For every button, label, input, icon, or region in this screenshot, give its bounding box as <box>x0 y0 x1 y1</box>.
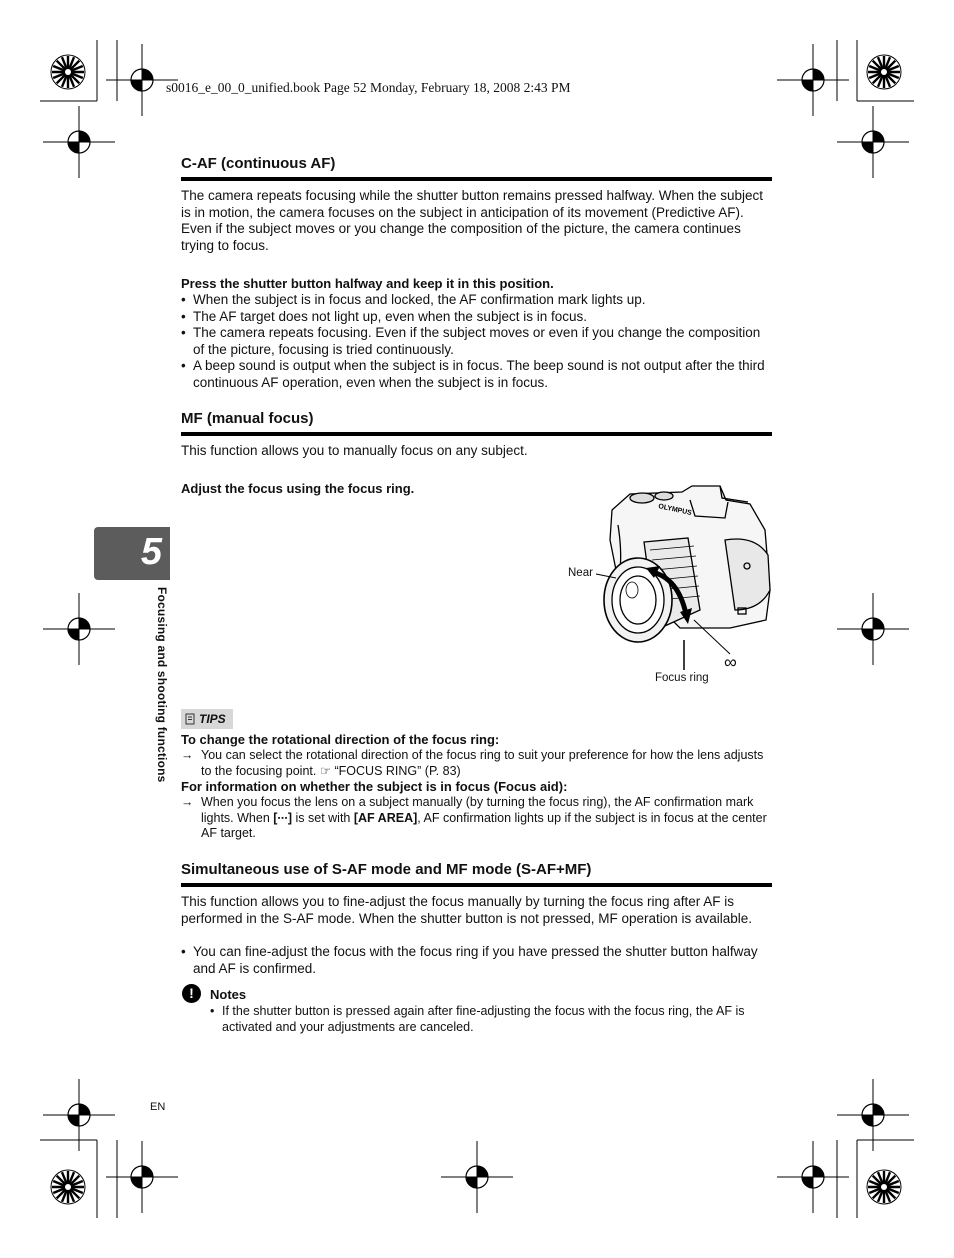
tips-badge <box>181 709 233 729</box>
mf-intro: This function allows you to manually focus on any subject. <box>181 443 528 458</box>
section-title-saf-mf: Simultaneous use of S-AF mode and MF mode (S-AF+MF) <box>181 861 592 878</box>
list-item: • A beep sound is output when the subject is in focus. The beep sound is not output after the third continuous AF operation, even when the subject is in focus. <box>181 358 773 391</box>
camera-focus-ring-illustration <box>560 480 780 695</box>
focus-ring-label: Focus ring <box>655 672 709 684</box>
saf-intro: This function allows you to fine-adjust the focus manually by turning the focus ring after AF is performed in the S-AF mode. When the shutter button is not pressed, MF operation is available. <box>181 894 753 926</box>
tips-answer-2: → When you focus the lens on a subject manually (by turning the focus ring), the AF confirmation mark lights. When [∙∙∙] is set with [AF AREA], AF confirmation lights up if the subject is in focus at the center AF target. <box>181 795 767 840</box>
infinity-label: ∞ <box>724 652 737 672</box>
section-rule <box>181 432 772 436</box>
section-title-mf: MF (manual focus) <box>181 410 314 427</box>
list-item: • You can fine-adjust the focus with the focus ring if you have pressed the shutter button halfway and AF is confirmed. <box>181 944 773 977</box>
af-area-icon: [∙∙∙] <box>273 810 293 825</box>
notes-label: Notes <box>210 987 247 1002</box>
caf-bullet-list <box>181 292 773 391</box>
footer-language: EN <box>150 1101 166 1113</box>
tips-question-1: To change the rotational direction of the focus ring: <box>181 732 500 747</box>
arrow-icon: → <box>181 748 194 762</box>
tips-question-2: For information on whether the subject is in focus (Focus aid): <box>181 779 568 794</box>
caf-intro: The camera repeats focusing while the shutter button remains pressed halfway. When the subject is in motion, the camera focuses on the subject in anticipation of its movement (Predictive AF). Even if the subject moves or you change the composition of the picture, the camera continues trying to focus. <box>181 188 764 253</box>
list-item: • The AF target does not light up, even when the subject is in focus. <box>181 309 773 326</box>
tips-label: TIPS <box>199 712 226 726</box>
section-rule <box>181 177 772 181</box>
near-label: Near <box>568 567 593 579</box>
memo-icon <box>185 713 196 725</box>
arrow-icon: → <box>181 795 194 809</box>
list-item: • When the subject is in focus and locked, the AF confirmation mark lights up. <box>181 292 773 309</box>
list-item: • If the shutter button is pressed again after fine-adjusting the focus with the focus ring, the AF is activated and your adjustments are canceled. <box>210 1003 784 1035</box>
chapter-number: 5 <box>140 531 162 573</box>
camera-brand: OLYMPUS <box>657 503 693 518</box>
tips-answer-1: → You can select the rotational direction of the focus ring to suit your preference for how the lens adjusts to the focusing point. ☞ “FOCUS RING” (P. 83) <box>181 748 764 778</box>
section-rule <box>181 883 772 887</box>
caution-icon: ! <box>182 984 201 1003</box>
saf-bullet-list <box>181 944 773 977</box>
chapter-title-vertical: Focusing and shooting functions <box>155 587 169 783</box>
file-header: s0016_e_00_0_unified.book Page 52 Monday, February 18, 2008 2:43 PM <box>166 80 571 95</box>
list-item: • The camera repeats focusing. Even if the subject moves or even if you change the composition of the picture, focusing is tried continuously. <box>181 325 773 358</box>
chapter-tab <box>94 527 170 580</box>
mf-instruction: Adjust the focus using the focus ring. <box>181 481 415 496</box>
caf-instruction: Press the shutter button halfway and keep it in this position. <box>181 276 554 291</box>
section-title-caf: C-AF (continuous AF) <box>181 155 336 172</box>
